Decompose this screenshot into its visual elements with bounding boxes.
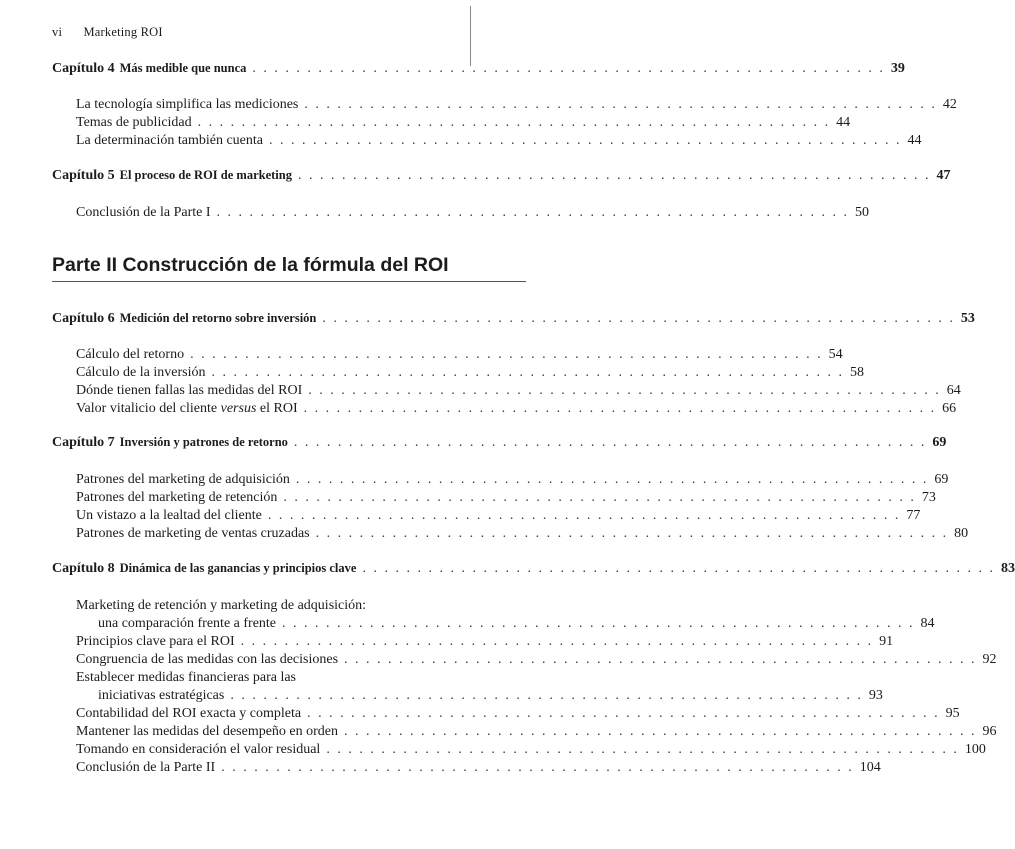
entry-page: 44: [836, 115, 851, 130]
entry-page: 91: [879, 634, 894, 649]
dot-leader: . . . . . . . . . . . . . . . . . . . . . . . . . . . . . . . . . . . . . . . . . . . . . . . . . . . . . . . . . .: [322, 311, 955, 326]
toc-entry: [76, 383, 961, 399]
chapter-title: Dinámica de las ganancias y principios clave: [119, 561, 357, 575]
dot-leader: . . . . . . . . . . . . . . . . . . . . . . . . . . . . . . . . . . . . . . . . . . . . . . . . . . . . . . . . . .: [344, 652, 977, 667]
toc-entry: [76, 490, 936, 506]
toc-entry: [76, 508, 921, 524]
toc-chapter-8: [52, 561, 1015, 577]
toc-chapter-7: [52, 435, 947, 451]
toc-entry: [76, 347, 843, 363]
entry-title: Cálculo del retorno: [76, 347, 185, 362]
dot-leader: . . . . . . . . . . . . . . . . . . . . . . . . . . . . . . . . . . . . . . . . . . . . . . . . . . . . . . . . . .: [221, 760, 854, 775]
dot-leader: . . . . . . . . . . . . . . . . . . . . . . . . . . . . . . . . . . . . . . . . . . . . . . . . . . . . . . . . . .: [293, 435, 927, 450]
dot-leader: . . . . . . . . . . . . . . . . . . . . . . . . . . . . . . . . . . . . . . . . . . . . . . . . . . . . . . . . . .: [216, 205, 850, 220]
dot-leader: . . . . . . . . . . . . . . . . . . . . . . . . . . . . . . . . . . . . . . . . . . . . . . . . . . . . . . . . . .: [282, 616, 915, 631]
toc-chapter-6: [52, 311, 975, 327]
entry-title-part: Valor vitalicio del cliente: [76, 401, 221, 416]
entry-page: 54: [828, 347, 843, 362]
toc-entry: [76, 706, 960, 722]
dot-leader: . . . . . . . . . . . . . . . . . . . . . . . . . . . . . . . . . . . . . . . . . . . . . . . . . . . . . . . . . .: [240, 634, 874, 649]
dot-leader: . . . . . . . . . . . . . . . . . . . . . . . . . . . . . . . . . . . . . . . . . . . . . . . . . . . . . . . . . .: [268, 133, 902, 148]
entry-page: 80: [954, 526, 969, 541]
entry-title: Cálculo de la inversión: [76, 365, 206, 380]
running-head: [52, 25, 163, 40]
toc-entry: [76, 133, 922, 149]
crop-mark: [470, 6, 471, 66]
entry-page: 64: [946, 383, 961, 398]
entry-title: Patrones del marketing de retención: [76, 490, 278, 505]
chapter-label: Capítulo 8: [52, 561, 115, 576]
entry-page: 77: [906, 508, 921, 523]
chapter-label: Capítulo 7: [52, 435, 115, 450]
dot-leader: . . . . . . . . . . . . . . . . . . . . . . . . . . . . . . . . . . . . . . . . . . . . . . . . . . . . . . . . . .: [326, 742, 959, 757]
chapter-title: El proceso de ROI de marketing: [119, 168, 292, 182]
chapter-title: Inversión y patrones de retorno: [119, 435, 288, 449]
toc-entry: [76, 401, 957, 417]
entry-title: Un vistazo a la lealtad del cliente: [76, 508, 262, 523]
entry-title: La tecnología simplifica las mediciones: [76, 97, 299, 112]
toc-entry: [76, 526, 969, 542]
dot-leader: . . . . . . . . . . . . . . . . . . . . . . . . . . . . . . . . . . . . . . . . . . . . . . . . . . . . . . . . . .: [230, 688, 863, 703]
chapter-page: 69: [932, 435, 947, 450]
toc-entry: [76, 472, 949, 488]
dot-leader: . . . . . . . . . . . . . . . . . . . . . . . . . . . . . . . . . . . . . . . . . . . . . . . . . . . . . . . . . .: [304, 97, 937, 112]
entry-title: Temas de publicidad: [76, 115, 192, 130]
entry-page: 50: [855, 205, 870, 220]
chapter-page: 39: [890, 61, 905, 76]
toc-entry: [76, 115, 851, 131]
dot-leader: . . . . . . . . . . . . . . . . . . . . . . . . . . . . . . . . . . . . . . . . . . . . . . . . . . . . . . . . . .: [283, 490, 916, 505]
toc-entry: [76, 365, 864, 381]
dot-leader: . . . . . . . . . . . . . . . . . . . . . . . . . . . . . . . . . . . . . . . . . . . . . . . . . . . . . . . . . .: [307, 706, 940, 721]
dot-leader: . . . . . . . . . . . . . . . . . . . . . . . . . . . . . . . . . . . . . . . . . . . . . . . . . . . . . . . . . .: [362, 561, 995, 576]
dot-leader: . . . . . . . . . . . . . . . . . . . . . . . . . . . . . . . . . . . . . . . . . . . . . . . . . . . . . . . . . .: [315, 526, 949, 541]
dot-leader: . . . . . . . . . . . . . . . . . . . . . . . . . . . . . . . . . . . . . . . . . . . . . . . . . . . . . . . . . .: [308, 383, 941, 398]
entry-title: [76, 401, 298, 417]
part-title: Parte II Construcción de la fórmula del ROI: [52, 254, 526, 282]
toc-entry: [76, 724, 997, 740]
toc-chapter-4: [52, 61, 905, 77]
toc-entry: [76, 205, 870, 221]
toc-entry-first-line: Establecer medidas financieras para las: [76, 670, 297, 685]
entry-page: 58: [849, 365, 864, 380]
chapter-title: Más medible que nunca: [119, 61, 247, 75]
chapter-page: 47: [936, 168, 951, 183]
toc-entry: [98, 616, 935, 632]
entry-title: una comparación frente a frente: [98, 616, 277, 631]
entry-title: Patrones del marketing de adquisición: [76, 472, 290, 487]
entry-page: 66: [942, 401, 957, 416]
entry-page: 73: [921, 490, 936, 505]
toc-entry: [76, 742, 986, 758]
dot-leader: . . . . . . . . . . . . . . . . . . . . . . . . . . . . . . . . . . . . . . . . . . . . . . . . . . . . . . . . . .: [303, 401, 937, 416]
entry-page: 95: [945, 706, 960, 721]
toc-entry: [76, 760, 881, 776]
chapter-label: Capítulo 6: [52, 311, 115, 326]
toc-entry: [76, 97, 957, 113]
dot-leader: . . . . . . . . . . . . . . . . . . . . . . . . . . . . . . . . . . . . . . . . . . . . . . . . . . . . . . . . . .: [211, 365, 844, 380]
toc-entry-first-line: Marketing de retención y marketing de adquisición:: [76, 598, 367, 613]
toc-chapter-5: [52, 168, 951, 184]
entry-page: 69: [934, 472, 949, 487]
entry-title: iniciativas estratégicas: [98, 688, 225, 703]
entry-page: 44: [907, 133, 922, 148]
entry-title: Mantener las medidas del desempeño en orden: [76, 724, 339, 739]
book-title: Marketing ROI: [83, 25, 163, 39]
entry-title: Conclusión de la Parte I: [76, 205, 211, 220]
entry-page: 104: [859, 760, 881, 775]
dot-leader: . . . . . . . . . . . . . . . . . . . . . . . . . . . . . . . . . . . . . . . . . . . . . . . . . . . . . . . . . .: [267, 508, 901, 523]
dot-leader: . . . . . . . . . . . . . . . . . . . . . . . . . . . . . . . . . . . . . . . . . . . . . . . . . . . . . . . . . .: [252, 61, 885, 76]
dot-leader: . . . . . . . . . . . . . . . . . . . . . . . . . . . . . . . . . . . . . . . . . . . . . . . . . . . . . . . . . .: [344, 724, 977, 739]
entry-title: Patrones de marketing de ventas cruzadas: [76, 526, 310, 541]
entry-page: 42: [942, 97, 957, 112]
dot-leader: . . . . . . . . . . . . . . . . . . . . . . . . . . . . . . . . . . . . . . . . . . . . . . . . . . . . . . . . . .: [190, 347, 823, 362]
chapter-page: 53: [960, 311, 975, 326]
chapter-label: Capítulo 5: [52, 168, 115, 183]
entry-title: Contabilidad del ROI exacta y completa: [76, 706, 302, 721]
entry-page: 93: [868, 688, 883, 703]
entry-page: 92: [982, 652, 997, 667]
page-number: vi: [52, 25, 63, 39]
dot-leader: . . . . . . . . . . . . . . . . . . . . . . . . . . . . . . . . . . . . . . . . . . . . . . . . . . . . . . . . . .: [295, 472, 929, 487]
entry-title: Conclusión de la Parte II: [76, 760, 216, 775]
chapter-title: Medición del retorno sobre inversión: [119, 311, 317, 325]
entry-title-emphasis: versus: [220, 401, 257, 416]
toc-entry: [98, 688, 883, 704]
entry-title: Principios clave para el ROI: [76, 634, 235, 649]
entry-title: Tomando en consideración el valor residual: [76, 742, 321, 757]
chapter-label: Capítulo 4: [52, 61, 115, 76]
dot-leader: . . . . . . . . . . . . . . . . . . . . . . . . . . . . . . . . . . . . . . . . . . . . . . . . . . . . . . . . . .: [197, 115, 831, 130]
entry-title: Dónde tienen fallas las medidas del ROI: [76, 383, 303, 398]
entry-title: La determinación también cuenta: [76, 133, 263, 148]
toc-entry: [76, 634, 894, 650]
entry-page: 96: [982, 724, 997, 739]
entry-title: Congruencia de las medidas con las decisiones: [76, 652, 339, 667]
toc-entry: [76, 652, 997, 668]
entry-page: 100: [964, 742, 986, 757]
entry-title-part: el ROI: [256, 401, 298, 416]
dot-leader: . . . . . . . . . . . . . . . . . . . . . . . . . . . . . . . . . . . . . . . . . . . . . . . . . . . . . . . . . .: [297, 168, 931, 183]
chapter-page: 83: [1000, 561, 1015, 576]
entry-page: 84: [920, 616, 935, 631]
